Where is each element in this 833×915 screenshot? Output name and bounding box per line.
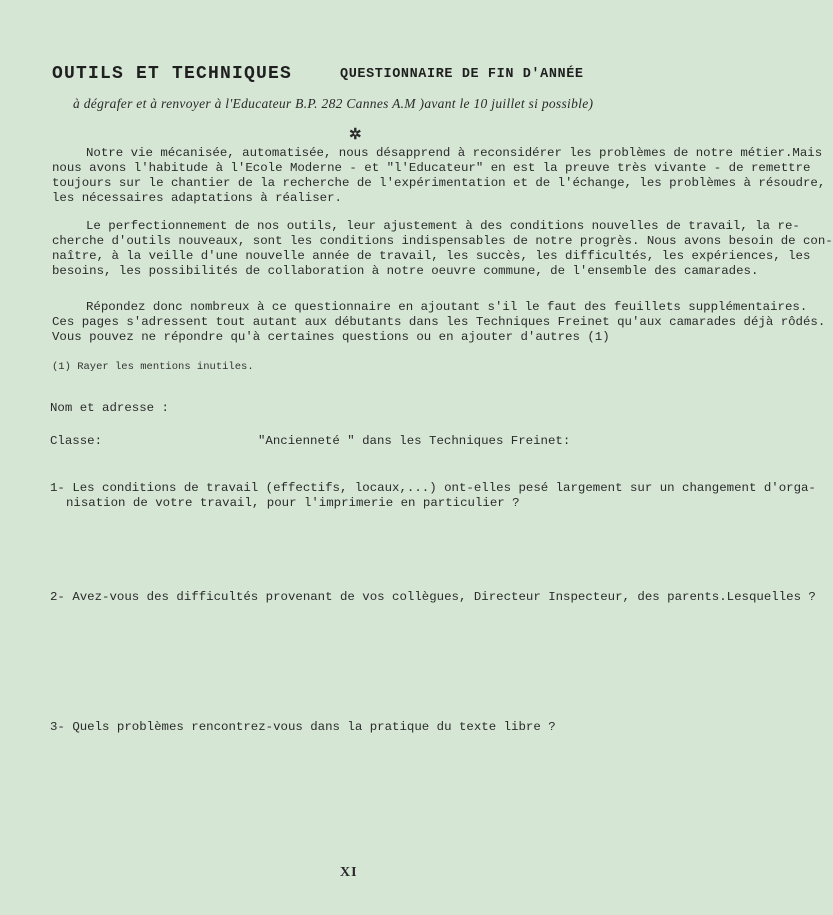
question-text: Les conditions de travail (effectifs, locaux,...) ont-elles pesé largement sur un changement d'orga- <box>72 481 816 495</box>
question-line <box>50 720 650 735</box>
return-instruction: à dégrafer et à renvoyer à l'Educateur B.P. 282 Cannes A.M )avant le 10 juillet si possible) <box>73 96 594 111</box>
paragraph-line: cherche d'outils nouveaux, sont les conditions indispensables de notre progrès. Nous avons besoin de con- <box>52 234 833 248</box>
question-number: 1- <box>50 481 65 495</box>
question-number: 3- <box>50 720 65 734</box>
question-2 <box>50 590 816 605</box>
class-field[interactable]: Classe: <box>50 434 103 448</box>
paragraph-line: besoins, les possibilités de collaboration à notre oeuvre commune, de l'ensemble des camarades. <box>52 264 759 278</box>
paragraph-line: les nécessaires adaptations à réaliser. <box>52 191 342 205</box>
footnote: (1) Rayer les mentions inutiles. <box>52 361 254 373</box>
star-ornament-icon: ✲ <box>349 125 362 143</box>
question-text: Quels problèmes rencontrez-vous dans la pratique du texte libre ? <box>72 720 556 734</box>
paragraph-line: Ces pages s'adressent tout autant aux débutants dans les Techniques Freinet qu'aux camarades déjà rôdés. <box>52 315 826 329</box>
question-line <box>50 590 816 605</box>
page-number: XI <box>340 865 358 880</box>
question-text: Avez-vous des difficultés provenant de vos collègues, Directeur Inspecteur, des parents.Lesquelles ? <box>72 590 816 604</box>
paragraph-line: toujours sur le chantier de la recherche de l'expérimentation et de l'échange, les problèmes à résoudre, <box>52 176 826 190</box>
seniority-field[interactable]: "Ancienneté " dans les Techniques Freinet: <box>258 434 571 448</box>
intro-paragraph-3 <box>52 300 826 345</box>
question-line <box>50 481 816 496</box>
question-1 <box>50 481 816 511</box>
intro-paragraph-1 <box>52 146 826 206</box>
name-address-field[interactable]: Nom et adresse : <box>50 401 169 415</box>
paragraph-line: Vous pouvez ne répondre qu'à certaines questions ou en ajouter d'autres (1) <box>52 330 610 344</box>
page-title: OUTILS ET TECHNIQUES <box>52 64 293 84</box>
paragraph-line: Répondez donc nombreux à ce questionnaire en ajoutant s'il le faut des feuillets supplémentaires. <box>86 300 808 314</box>
page-subtitle: QUESTIONNAIRE DE FIN D'ANNÉE <box>340 67 584 82</box>
paragraph-line: Notre vie mécanisée, automatisée, nous désapprend à reconsidérer les problèmes de notre métier.Mais <box>86 146 823 160</box>
paragraph-line: nous avons l'habitude à l'Ecole Moderne - et "l'Educateur" en est la preuve très vivante - de remettre <box>52 161 811 175</box>
question-number: 2- <box>50 590 65 604</box>
question-3 <box>50 720 650 735</box>
paragraph-line: naître, à la veille d'une nouvelle année de travail, les succès, les difficultés, les expériences, les <box>52 249 811 263</box>
question-line: nisation de votre travail, pour l'imprimerie en particulier ? <box>66 496 520 510</box>
intro-paragraph-2 <box>52 219 833 279</box>
paragraph-line: Le perfectionnement de nos outils, leur ajustement à des conditions nouvelles de travail, la re- <box>86 219 800 233</box>
